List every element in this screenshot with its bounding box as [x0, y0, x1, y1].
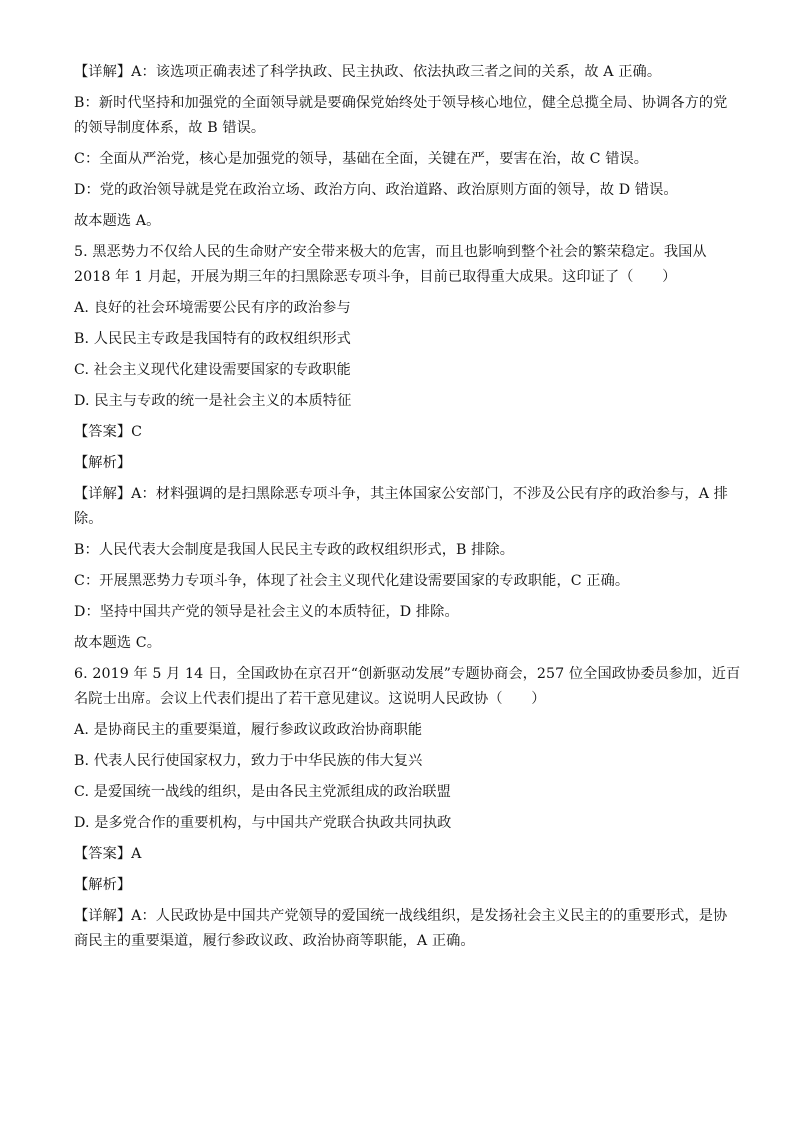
explanation-line: 除。	[74, 511, 103, 527]
question-5-option-b: B. 人民民主专政是我国特有的政权组织形式	[74, 331, 351, 347]
question-5-stem: 2018 年 1 月起，开展为期三年的扫黑除恶专项斗争，目前已取得重大成果。这印证了（ ）	[74, 269, 677, 285]
question-6-answer: 【答案】A	[74, 846, 142, 862]
explanation-line: 商民主的重要渠道，履行参政议政、政治协商等职能，A 正确。	[74, 933, 475, 949]
question-5-option-a: A. 良好的社会环境需要公民有序的政治参与	[74, 300, 351, 316]
explanation-line: 【详解】A：该选项正确表述了科学执政、民主执政、依法执政三者之间的关系，故 A 正确。	[74, 64, 662, 80]
explanation-line: B：新时代坚持和加强党的全面领导就是要确保党始终处于领导核心地位，健全总揽全局、协调各方的党	[74, 95, 728, 111]
question-6-option-a: A. 是协商民主的重要渠道，履行参政议政政治协商职能	[74, 722, 423, 738]
question-5-answer: 【答案】C	[74, 424, 143, 440]
question-5-option-c: C. 社会主义现代化建设需要国家的专政职能	[74, 362, 351, 378]
question-6-option-b: B. 代表人民行使国家权力，致力于中华民族的伟大复兴	[74, 753, 423, 769]
explanation-line: 【详解】A：人民政协是中国共产党领导的爱国统一战线组织，是发扬社会主义民主的的重要形式，是协	[74, 908, 728, 924]
document-page	[74, 62, 741, 962]
conclusion-line: 故本题选 A。	[74, 213, 161, 229]
explanation-line: B：人民代表大会制度是我国人民民主专政的政权组织形式，B 排除。	[74, 542, 515, 558]
explanation-line: D：党的政治领导就是党在政治立场、政治方向、政治道路、政治原则方面的领导，故 D 错误。	[74, 182, 678, 198]
conclusion-line: 故本题选 C。	[74, 635, 162, 651]
question-6-stem: 名院士出席。会议上代表们提出了若干意见建议。这说明人民政协（ ）	[74, 691, 546, 707]
explanation-line: D：坚持中国共产党的领导是社会主义的本质特征，D 排除。	[74, 604, 459, 620]
question-6-stem: 6. 2019 年 5 月 14 日，全国政协在京召开“创新驱动发展”专题协商会，257 位全国政协委员参加，近百	[74, 666, 741, 682]
question-6-analysis-heading: 【解析】	[74, 877, 132, 893]
explanation-line: 【详解】A：材料强调的是扫黑除恶专项斗争，其主体国家公安部门，不涉及公民有序的政治参与，A 排	[74, 486, 728, 502]
question-5-option-d: D. 民主与专政的统一是社会主义的本质特征	[74, 393, 352, 409]
question-5-stem: 5. 黑恶势力不仅给人民的生命财产安全带来极大的危害，而且也影响到整个社会的繁荣稳定。我国从	[74, 244, 707, 260]
explanation-line: C：开展黑恶势力专项斗争，体现了社会主义现代化建设需要国家的专政职能，C 正确。	[74, 573, 630, 589]
explanation-line: C：全面从严治党，核心是加强党的领导，基础在全面，关键在严，要害在治，故 C 错误。	[74, 151, 649, 167]
question-6-option-d: D. 是多党合作的重要机构，与中国共产党联合执政共同执政	[74, 815, 452, 831]
question-5-analysis-heading: 【解析】	[74, 455, 132, 471]
question-6-option-c: C. 是爱国统一战线的组织，是由各民主党派组成的政治联盟	[74, 784, 451, 800]
explanation-line: 的领导制度体系，故 B 错误。	[74, 120, 266, 136]
